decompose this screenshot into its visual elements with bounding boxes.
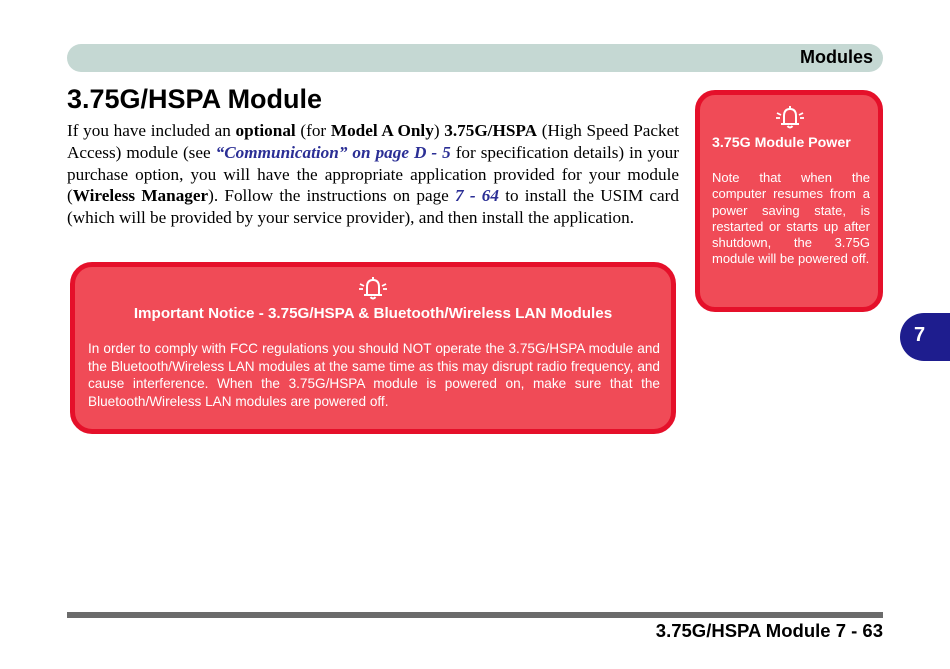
module-power-title: 3.75G Module Power: [712, 135, 851, 151]
footer-rule: [67, 612, 883, 618]
module-power-note-box: [695, 90, 883, 312]
intro-paragraph: If you have included an optional (for Model A Only) 3.75G/HSPA (High Speed Packet Access) module (see “Communication” on page D - 5 for specification details) in your purchase option, you will have the appropriate application provided for your module (Wireless Manager). Follow the instructions on page 7 - 64 to install the USIM card (which will be provided by your service provider), and then install the application.: [67, 121, 680, 228]
chapter-tab[interactable]: [900, 313, 950, 361]
alert-bell-icon: [775, 104, 805, 130]
chapter-number: 7: [914, 324, 926, 346]
page-title: 3.75G/HSPA Module: [67, 84, 323, 114]
header-section-label: Modules: [799, 47, 873, 67]
alert-bell-icon: [358, 275, 388, 301]
module-power-body: Note that when the computer resumes from a power saving state, is restarted or starts up after shutdown, the 3.75G module will be powered off.: [712, 170, 870, 267]
important-notice-box: [70, 262, 676, 434]
xref-page-link[interactable]: 7 - 64: [455, 186, 499, 206]
footer-page-label: 3.75G/HSPA Module 7 - 63: [655, 620, 883, 641]
xref-communication-link[interactable]: “Communication” on page D - 5: [215, 142, 451, 162]
header-bar: [67, 44, 883, 72]
important-notice-body: In order to comply with FCC regulations you should NOT operate the 3.75G/HSPA module and the Bluetooth/Wireless LAN modules at the same time as this may disrupt radio frequency, and cause interference. When the 3.75G/HSPA module is powered on, make sure that the Bluetooth/Wireless LAN modules are powered off.: [88, 341, 660, 409]
important-notice-title: Important Notice - 3.75G/HSPA & Bluetooth/Wireless LAN Modules: [133, 305, 613, 322]
